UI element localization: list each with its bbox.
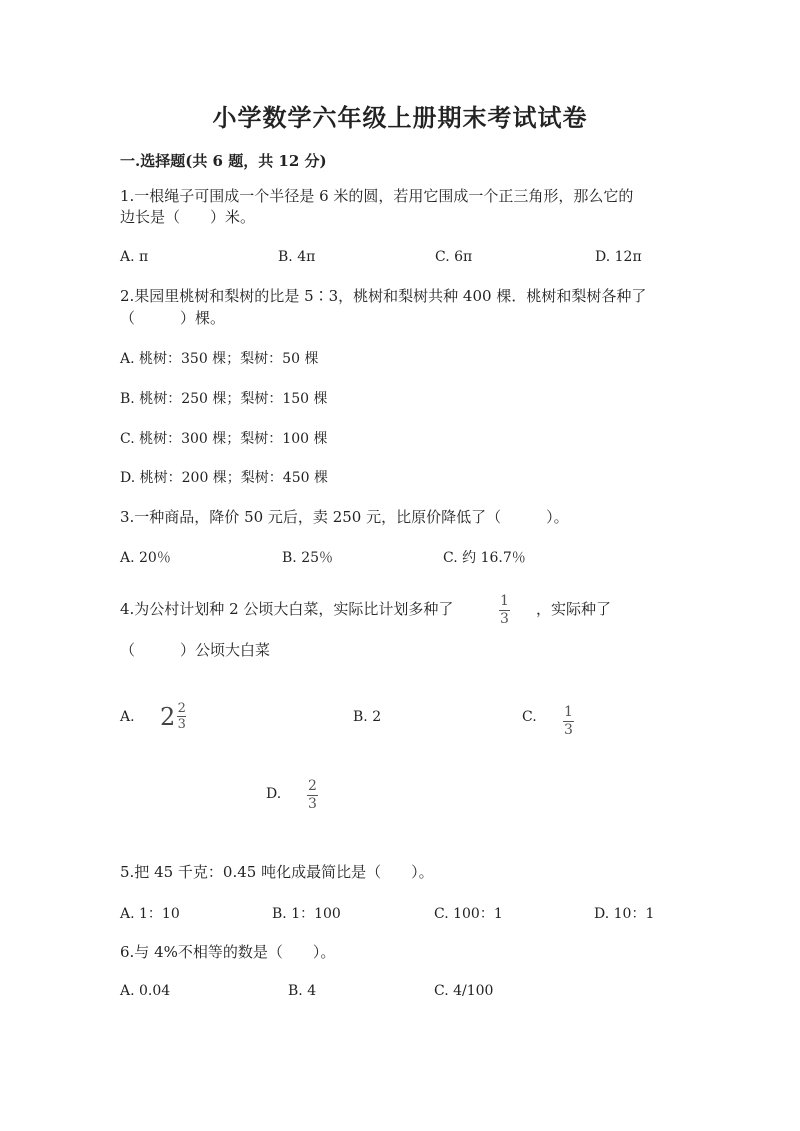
question-4-option-d-fraction [307, 779, 318, 812]
question-5-option-a: A. 1：10 [120, 906, 180, 922]
question-6-option-c: C. 4/100 [434, 983, 494, 999]
question-5-option-b: B. 1：100 [272, 906, 341, 922]
fraction-denominator: 3 [177, 717, 186, 732]
mixed-fraction [177, 702, 186, 731]
question-1-option-b: B. 4π [278, 249, 316, 265]
question-1-text-line2: 边长是（ ）米。 [120, 208, 256, 226]
fraction-denominator: 3 [564, 722, 573, 738]
question-2-option-b: B. 桃树：250 棵；梨树：150 棵 [120, 391, 328, 407]
question-4-option-c-fraction [563, 705, 574, 738]
question-2-text: 2.果园里桃树和梨树的比是 5∶3，桃树和梨树共种 400 棵．桃树和梨树各种了 [120, 287, 647, 305]
question-6-option-b: B. 4 [288, 983, 317, 999]
question-4-option-b: B. 2 [353, 709, 382, 725]
question-4-option-a-label: A. [120, 709, 135, 725]
mixed-whole: 2 [160, 702, 176, 731]
question-3-text: 3.一种商品，降价 50 元后，卖 250 元，比原价降低了（ ）。 [120, 508, 569, 526]
question-4-option-d-label: D. [266, 786, 282, 802]
page-title: 小学数学六年级上册期末考试试卷 [212, 103, 588, 132]
question-6-option-a: A. 0.04 [120, 983, 171, 999]
question-4-option-a-mixed-number [160, 702, 186, 731]
question-2-text-line2: （ ）棵。 [120, 309, 226, 327]
question-3-option-c: C. 约 16.7％ [443, 550, 526, 566]
question-5-option-d: D. 10：1 [594, 906, 655, 922]
question-1-option-d: D. 12π [595, 249, 642, 265]
question-6-text: 6.与 4%不相等的数是（ ）。 [120, 943, 336, 961]
question-2-option-a: A. 桃树：350 棵；梨树：50 棵 [120, 351, 319, 367]
fraction-numerator: 1 [500, 593, 509, 609]
question-4-option-c-label: C. [522, 709, 537, 725]
question-4-text-line2: （ ）公顷大白菜 [120, 641, 271, 659]
question-1-text: 1.一根绳子可围成一个半径是 6 米的圆，若用它围成一个正三角形，那么它的 [120, 187, 634, 205]
question-1-option-c: C. 6π [435, 249, 473, 265]
question-3-option-a: A. 20％ [120, 550, 171, 566]
question-4-fraction [499, 594, 510, 627]
fraction-numerator: 2 [308, 778, 317, 794]
fraction-denominator: 3 [308, 796, 317, 812]
question-2-option-c: C. 桃树：300 棵；梨树：100 棵 [120, 431, 328, 447]
fraction-numerator: 1 [564, 704, 573, 720]
question-2-option-d: D. 桃树：200 棵；梨树：450 棵 [120, 470, 328, 486]
question-5-option-c: C. 100：1 [434, 906, 503, 922]
question-4-text: 4.为公村计划种 2 公顷大白菜，实际比计划多种了 [120, 600, 454, 618]
fraction-denominator: 3 [500, 611, 509, 627]
question-1-option-a: A. π [120, 249, 149, 265]
question-4-text-tail: ，实际种了 [536, 600, 612, 618]
fraction-numerator: 2 [177, 701, 186, 716]
section-heading: 一.选择题(共 6 题，共 12 分) [120, 152, 327, 170]
question-5-text: 5.把 45 千克：0.45 吨化成最简比是（ ）。 [120, 863, 434, 881]
question-3-option-b: B. 25％ [282, 550, 334, 566]
